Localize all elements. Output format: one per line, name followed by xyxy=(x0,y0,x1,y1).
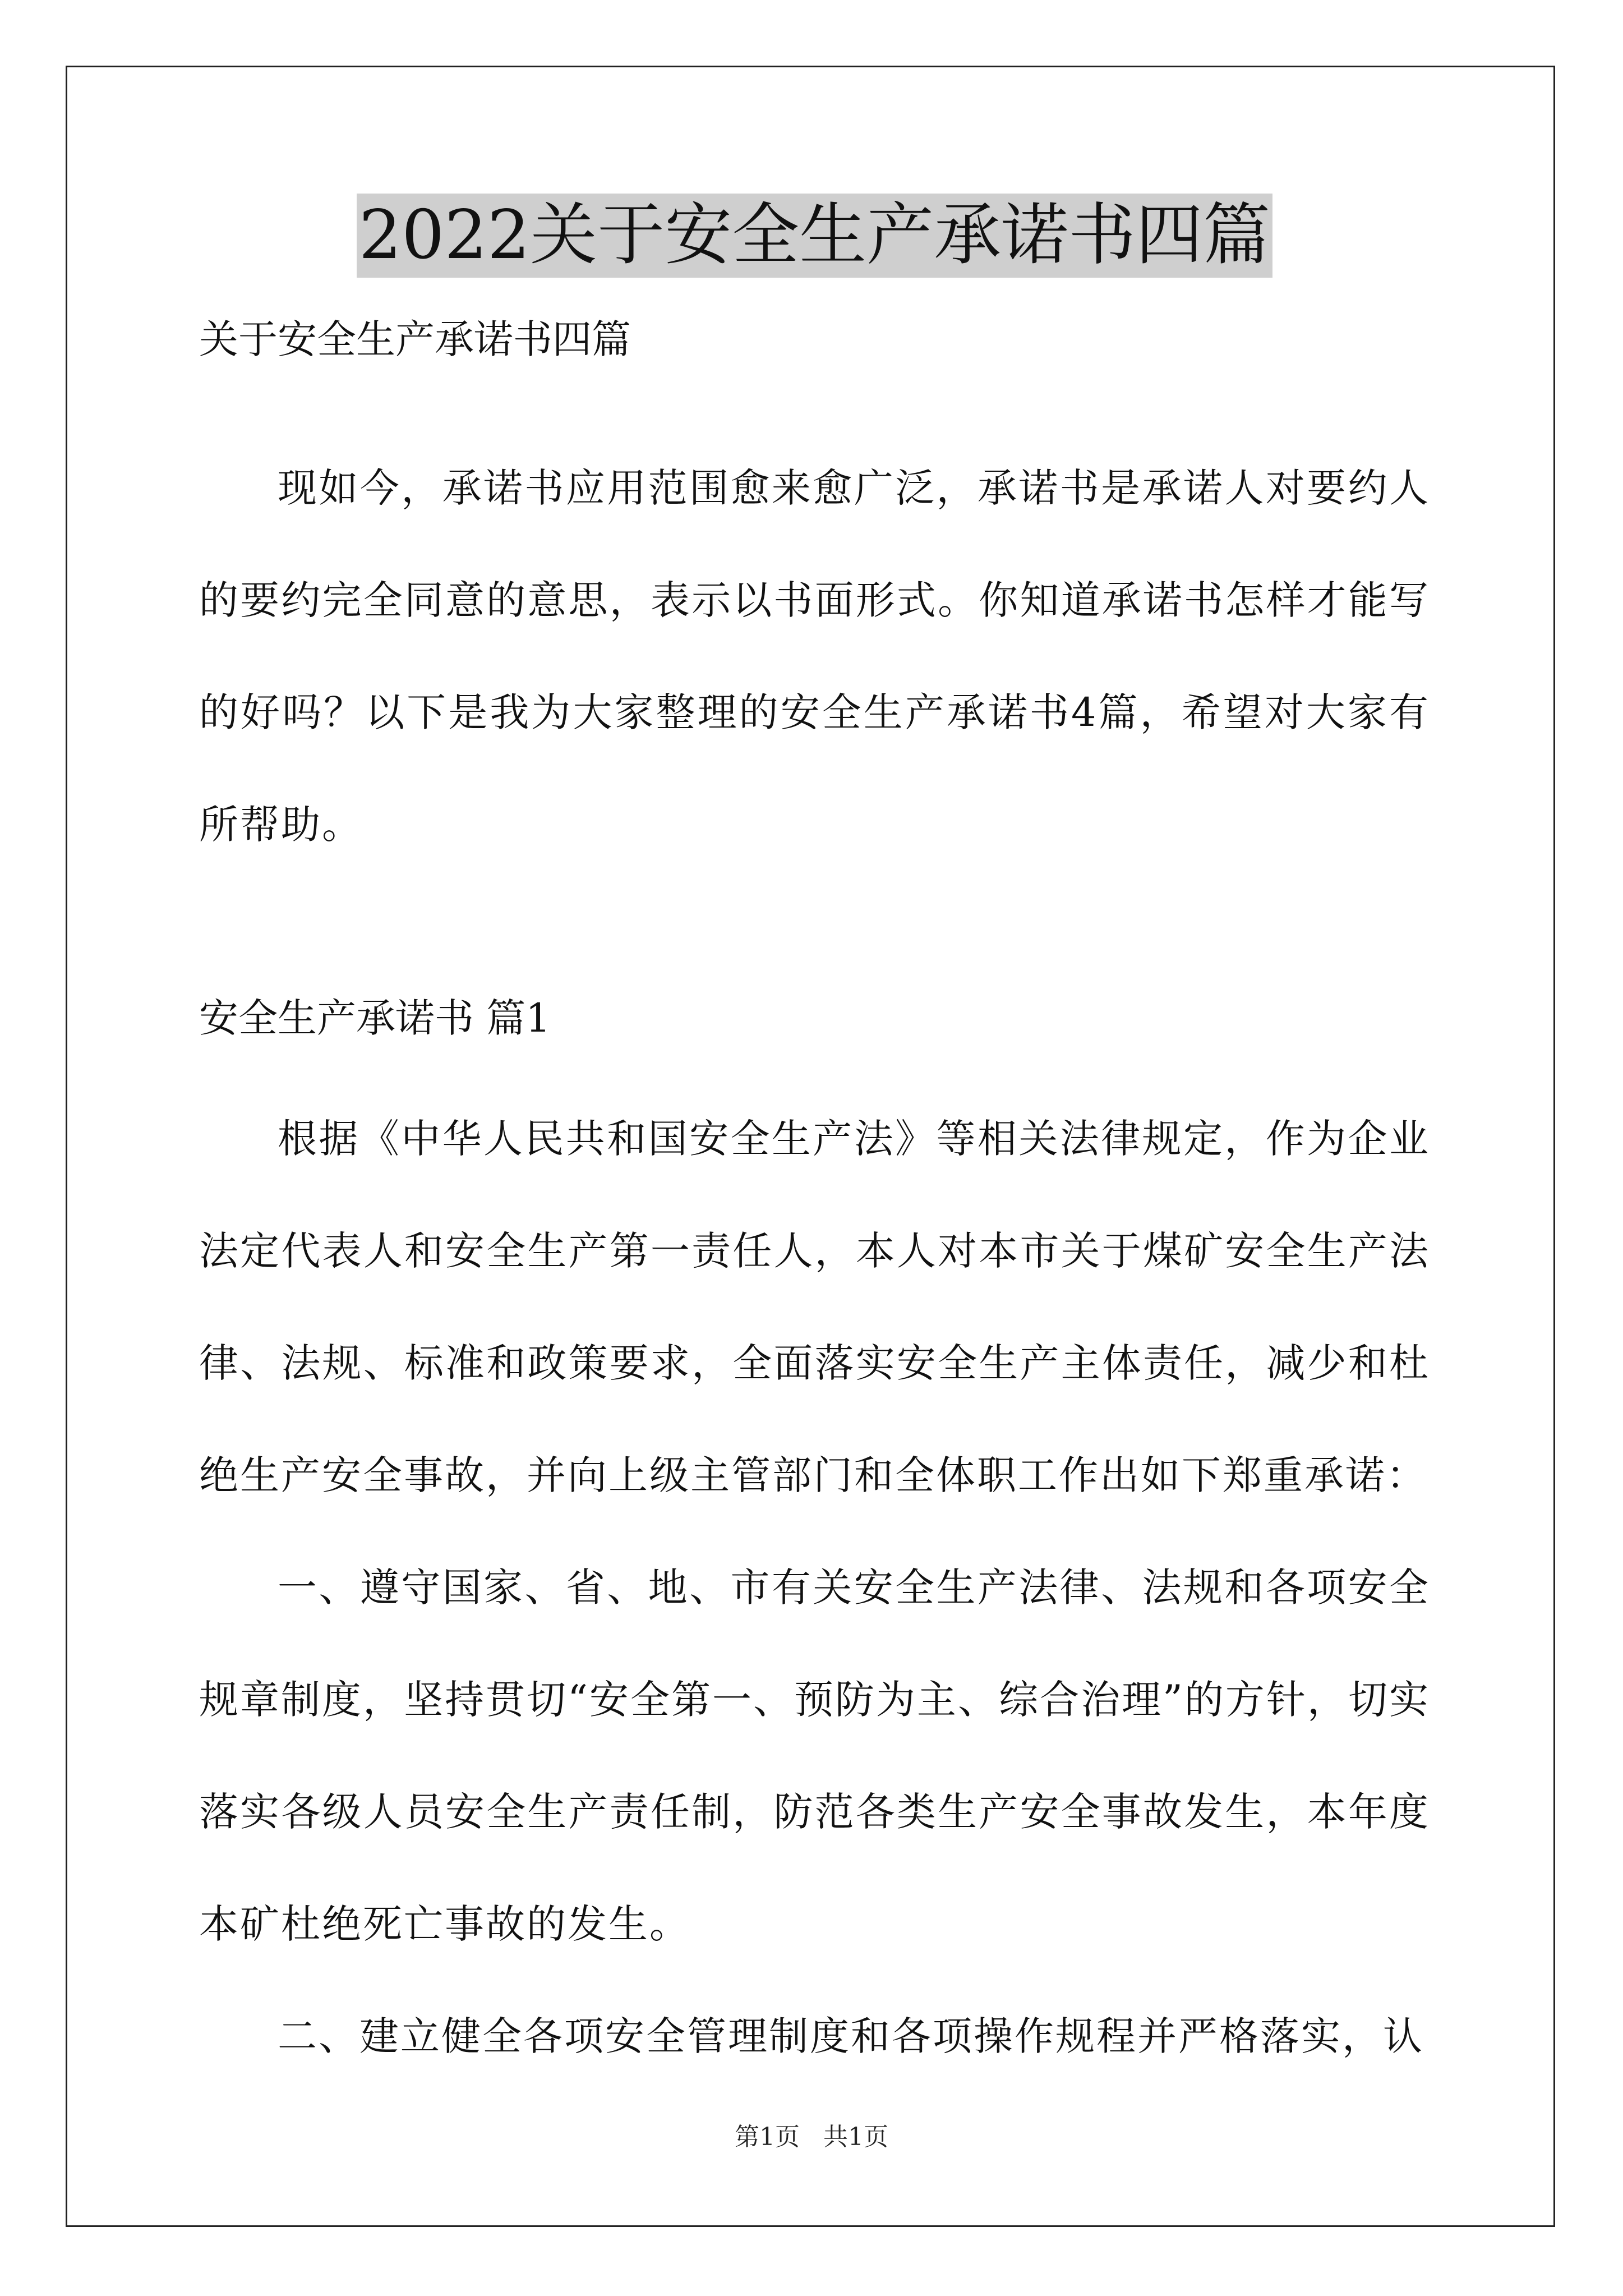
page-number: 第1页 共1页 xyxy=(735,2123,888,2151)
section-paragraph: 根据《中华人民共和国安全生产法》等相关法律规定，作为企业法定代表人和安全生产第一责任人，本人对本市关于煤矿安全生产法律、法规、标准和政策要求，全面落实安全生产主体责任，减少和杜绝生产安全事故，并向上级主管部门和全体职工作出如下郑重承诺： xyxy=(199,1116,1430,1498)
title-block xyxy=(199,194,1430,278)
document-title: 2022关于安全生产承诺书四篇 xyxy=(357,194,1272,278)
page-footer xyxy=(0,2120,1623,2154)
document-heading: 关于安全生产承诺书四篇 xyxy=(199,316,631,362)
section-paragraph: 一、遵守国家、省、地、市有关安全生产法律、法规和各项安全规章制度，坚持贯切“安全第一、预防为主、综合治理”的方针，切实落实各级人员安全生产责任制，防范各类生产安全事故发生，本年度本矿杜绝死亡事故的发生。 xyxy=(199,1565,1430,1947)
section-heading: 安全生产承诺书 篇1 xyxy=(199,995,551,1041)
intro-paragraph: 现如今，承诺书应用范围愈来愈广泛，承诺书是承诺人对要约人的要约完全同意的意思，表示以书面形式。你知道承诺书怎样才能写的好吗？以下是我为大家整理的安全生产承诺书4篇，希望对大家有所帮助。 xyxy=(199,465,1430,848)
section-paragraph: 二、建立健全各项安全管理制度和各项操作规程并严格落实，认 xyxy=(278,2013,1424,2059)
